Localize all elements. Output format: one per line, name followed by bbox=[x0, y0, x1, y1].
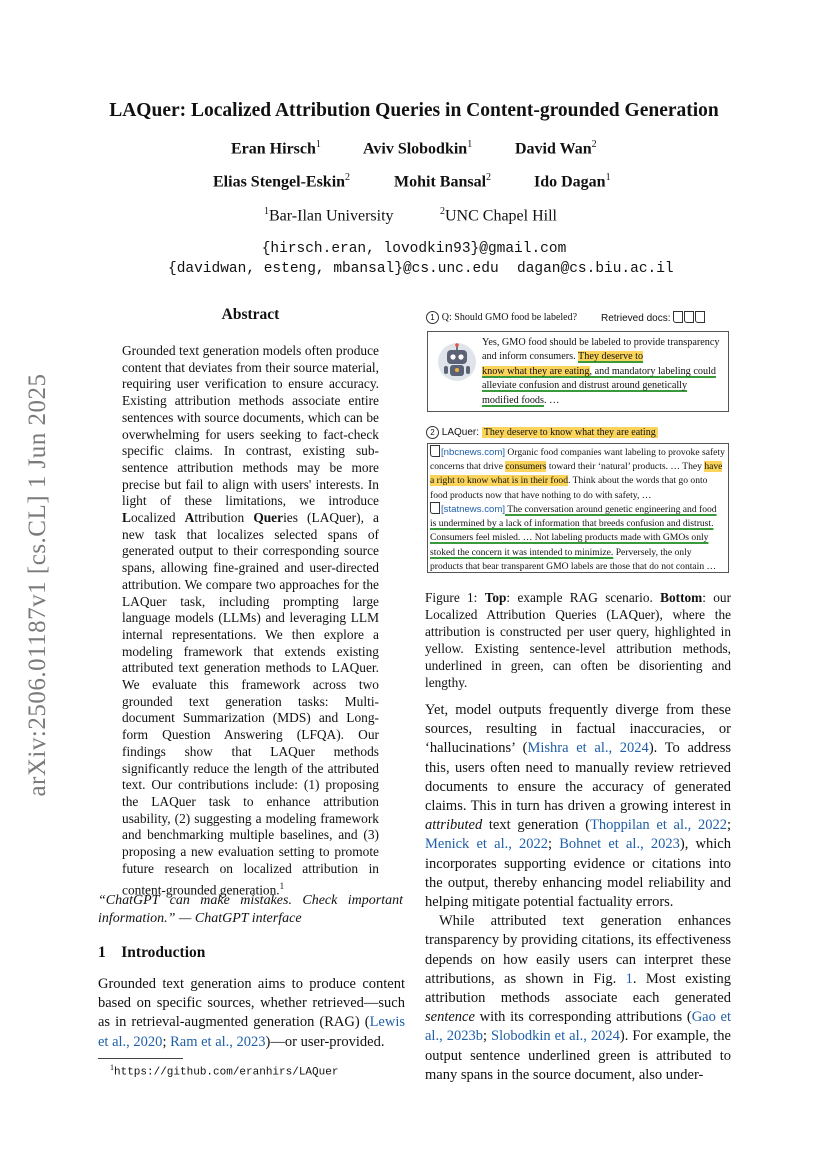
email-line: dagan@cs.biu.ac.il bbox=[517, 261, 674, 277]
document-icon bbox=[430, 502, 440, 514]
citation-link[interactable]: Slobodkin et al., 2024 bbox=[491, 1028, 620, 1045]
citation-link[interactable]: Thoppilan et al., 2022 bbox=[590, 817, 727, 834]
citation-link[interactable]: Ram et al., 2023 bbox=[170, 1033, 266, 1050]
intro-paragraph: Grounded text generation aims to produce content based on specific sources, whether retrieved—such as in retrieval-augmented generation (RAG) (Lewis et al., 2020; Ram et al., 2023)—or user-provided. bbox=[98, 976, 405, 1050]
footnote: $^1$https://github.com/eranhirs/LAQuer bbox=[110, 1063, 339, 1079]
author: David Wan$^2$ bbox=[515, 139, 597, 158]
retrieved-docs-label: Retrieved docs: bbox=[601, 311, 706, 324]
document-icon bbox=[684, 311, 694, 323]
abstract-text: Grounded text generation models often produce content that deviates from their source material, requiring user verification to ensure accuracy. Existing attribution methods associate entire sentences with source documents, which can be overwhelming for users seeking to fact-check specific claims. In contrast, existing sub-sentence attribution methods may be more precise but fail to align with users' interests. In light of these limitations, we introduce Localized Attribution Queries (LAQuer), a new task that localizes selected spans of generated output to their corresponding source spans, allowing fine-grained and user-directed attribution. We compare two approaches for the LAQuer task, including prompting large language models (LLMs) and leveraging LLM internal representations. We then explore a modeling framework that extends existing attributed text generation methods to LAQuer. We evaluate this framework across two grounded text generation tasks: Multi-document Summarization (MDS) and Long-form Question Answering (LFQA). Our findings show that LAQuer methods significantly reduce the length of the attributed text. Our contributions include: (1) proposing the LAQuer task to enhance attribution usability, (2) suggesting a modeling framework and benchmarking multiple baselines, and (3) proposing a new evaluation setting to promote future research on localized attribution in content-grounded generation.$^1$ bbox=[122, 343, 379, 897]
citation-link[interactable]: Lewis et al., 2020 bbox=[98, 1014, 405, 1050]
footnote-url[interactable]: https://github.com/eranhirs/LAQuer bbox=[114, 1066, 339, 1079]
citation-link[interactable]: Gao et al., 2023b bbox=[425, 1009, 731, 1045]
source-document: [statnews.com] The conversation around genetic engineering and food is undermined by a lack of information that breeds confusion and distrust. Consumers feel misled. … Not labeling products made with GMOs only stoked the concern it was intended to minimize. Perversely, the only products that bear transparent GMO labels are those that do not contain … bbox=[430, 504, 717, 572]
author: Elias Stengel-Eskin$^2$ bbox=[213, 172, 351, 191]
right-column-text bbox=[425, 701, 731, 1085]
epigraph-quote: “ChatGPT can make mistakes. Check important information.” — ChatGPT interface bbox=[98, 893, 403, 926]
robot-icon bbox=[437, 342, 477, 386]
affiliation: $^1$Bar-Ilan University bbox=[264, 206, 394, 225]
figure-ref-link[interactable]: 1 bbox=[625, 970, 633, 987]
author: Aviv Slobodkin$^1$ bbox=[363, 139, 473, 158]
author: Ido Dagan$^1$ bbox=[534, 172, 611, 191]
author: Mohit Bansal$^2$ bbox=[394, 172, 492, 191]
document-icon bbox=[695, 311, 705, 323]
source-document: [nbcnews.com] Organic food companies want labeling to provoke safety concerns that drive consumers toward their ‘natural’ products. … They have a right to know what is in their food. Think about the words that go onto food products now that have nothing to do with safety, … bbox=[430, 447, 725, 501]
generated-answer: Yes, GMO food should be labeled to provide transparency and inform consumers. They deserve to know what they are eating, and mandatory labeling could alleviate confusion and distrust around genetically modified foods. … bbox=[482, 337, 720, 406]
source-documents-box bbox=[427, 443, 729, 573]
paragraph: Yet, model outputs frequently diverge from these sources, resulting in factual inaccuracies, or ‘hallucinations’ (Mishra et al., 2024). To address this, users often need to manually review retrieved documents to ensure the accuracy of generated claims. This in turn has driven a growing interest in attributed text generation (Thoppilan et al., 2022; Menick et al., 2022; Bohnet et al., 2023), which incorporates supporting evidence or citations into the output, thereby enhancing model reliability and helping mitigate potential factuality errors. bbox=[425, 702, 731, 911]
answer-box bbox=[427, 331, 729, 412]
arxiv-identifier: arXiv:2506.01187v1 [cs.CL] 1 Jun 2025 bbox=[24, 373, 51, 797]
email-line: {davidwan, esteng, mbansal}@cs.unc.edu bbox=[168, 261, 499, 277]
paragraph: While attributed text generation enhances transparency by providing citations, its effectiveness depends on how easily users can interpret these attributions, as shown in Fig. 1. Most existing attribution methods associate each generated sentence with its corresponding attributions (Gao et al., 2023b; Slobodkin et al., 2024). For example, the output sentence underlined green is attributed to many spans in the source document, also under- bbox=[425, 913, 731, 1083]
affiliation: $^2$UNC Chapel Hill bbox=[440, 206, 557, 225]
author: Eran Hirsch$^1$ bbox=[231, 139, 321, 158]
figure-caption: Figure 1: Top: example RAG scenario. Bottom: our Localized Attribution Queries (LAQuer), where the attribution is constructed per user query, highlighted in yellow. Existing sentence-level attribution methods, underlined in green, can often be disorienting and lengthy. bbox=[425, 590, 732, 690]
paper-title: LAQuer: Localized Attribution Queries in Content-grounded Generation bbox=[109, 100, 719, 121]
citation-link[interactable]: Bohnet et al., 2023 bbox=[559, 836, 680, 853]
document-icon bbox=[430, 445, 440, 457]
laquer-query: 2 LAQuer: They deserve to know what they are eating bbox=[426, 426, 658, 439]
abstract-heading: Abstract bbox=[221, 306, 280, 323]
section-heading: 1 Introduction bbox=[98, 944, 206, 961]
figure-question: 1 Q: Should GMO food be labeled? bbox=[426, 311, 577, 324]
footnote-rule bbox=[98, 1058, 183, 1059]
citation-link[interactable]: Mishra et al., 2024 bbox=[527, 740, 649, 757]
citation-link[interactable]: Menick et al., 2022 bbox=[425, 836, 549, 853]
document-icon bbox=[673, 311, 683, 323]
email-line: {hirsch.eran, lovodkin93}@gmail.com bbox=[261, 241, 567, 257]
